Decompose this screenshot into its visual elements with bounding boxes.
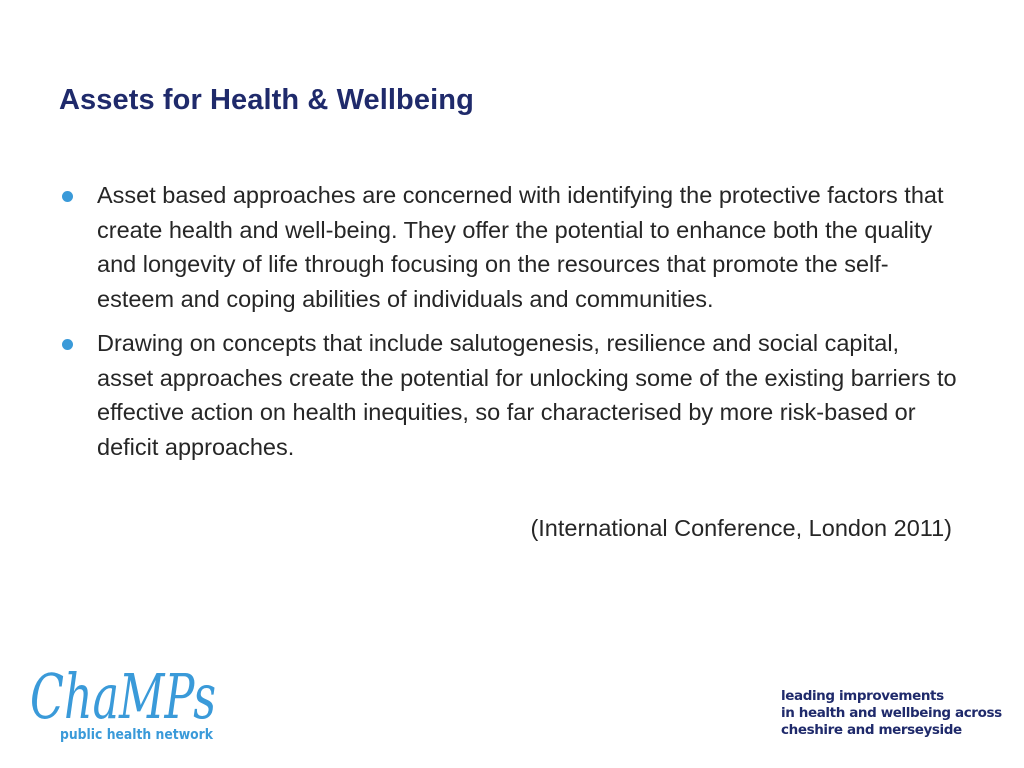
bullet-item bbox=[60, 178, 960, 316]
tagline-line: cheshire and merseyside bbox=[781, 722, 962, 738]
logo-wordmark: ChaMPs bbox=[30, 660, 216, 733]
tagline bbox=[781, 688, 1002, 739]
champs-logo bbox=[28, 640, 228, 750]
bullet-dot-icon bbox=[62, 191, 73, 202]
tagline-line: leading improvements bbox=[781, 688, 944, 704]
tagline-line: in health and wellbeing across bbox=[781, 705, 1002, 721]
bullet-dot-icon bbox=[62, 339, 73, 350]
bullet-list bbox=[60, 178, 960, 474]
bullet-text: Drawing on concepts that include salutogenesis, resilience and social capital, asset approaches create the potential for unlocking some of the existing barriers to effective action on health inequities, so far characterised by more risk-based or deficit approaches. bbox=[97, 330, 957, 460]
logo-subtitle: public health network bbox=[60, 727, 214, 743]
slide-title: Assets for Health & Wellbeing bbox=[59, 84, 474, 116]
bullet-text: Asset based approaches are concerned with identifying the protective factors that create health and well-being. They offer the potential to enhance both the quality and longevity of life through focusing on the resources that promote the self-esteem and coping abilities of individuals and communities. bbox=[97, 182, 944, 312]
champs-logo-icon bbox=[28, 640, 228, 750]
bullet-item bbox=[60, 326, 960, 464]
citation: (International Conference, London 2011) bbox=[530, 515, 952, 541]
